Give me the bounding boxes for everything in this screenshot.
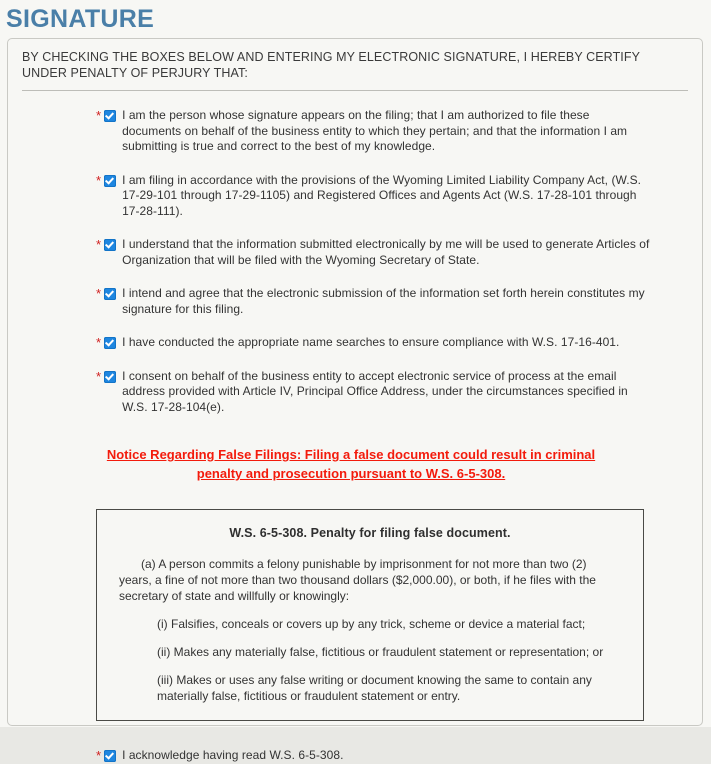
- required-asterisk: *: [96, 286, 102, 301]
- required-asterisk: *: [96, 172, 102, 188]
- certification-checkbox[interactable]: [104, 288, 116, 300]
- acknowledgement-row: [8, 748, 702, 764]
- certification-label: I have conducted the appropriate name searches to ensure compliance with W.S. 17-16-401.: [122, 335, 620, 349]
- statute-box: [96, 509, 644, 721]
- certification-label: I consent on behalf of the business entity to accept electronic service of process at the email address provided with Article IV, Principal Office Address, under the circumstances specified in W.S. 17-28-104(e).: [122, 368, 628, 414]
- acknowledgement-checkbox[interactable]: [104, 750, 116, 762]
- certification-row: [8, 286, 702, 317]
- certification-checkbox[interactable]: [104, 337, 116, 349]
- statute-clause-iii: (iii) Makes or uses any false writing or document knowing the same to contain any materially false, fictitious or fraudulent statement or entry.: [157, 673, 592, 703]
- statute-paragraph-a: (a) A person commits a felony punishable by imprisonment for not more than two (2) years, a fine of not more than two thousand dollars ($2,000.00), or both, if he files with the secretary of state and willfully or knowingly:: [119, 557, 596, 603]
- certification-row: [8, 369, 702, 416]
- certification-row: [8, 173, 702, 220]
- page-title: SIGNATURE: [6, 5, 155, 33]
- acknowledgement-label: I acknowledge having read W.S. 6-5-308.: [122, 748, 344, 762]
- certification-row: [8, 335, 702, 351]
- required-asterisk: *: [96, 335, 102, 350]
- required-asterisk: *: [96, 108, 102, 123]
- certification-label: I intend and agree that the electronic submission of the information set forth herein constitutes my signature for this filing.: [122, 286, 645, 316]
- statute-clause-ii: (ii) Makes any materially false, fictitious or fraudulent statement or representation; or: [157, 645, 604, 659]
- certification-label: I am filing in accordance with the provisions of the Wyoming Limited Liability Company Act, (W.S. 17-29-101 through 17-29-1105) and Registered Offices and Agents Act (W.S. 17-28-101 through 17-28-111).: [122, 172, 642, 218]
- required-asterisk: *: [96, 368, 102, 384]
- certification-checkbox[interactable]: [104, 371, 116, 383]
- false-filing-notice: Notice Regarding False Filings: Filing a false document could result in criminal penalty and prosecution pursuant to W.S. 6-5-308.: [106, 447, 596, 481]
- statute-clause-i: (i) Falsifies, conceals or covers up by any trick, scheme or device a material fact;: [157, 617, 586, 631]
- panel-header-text: BY CHECKING THE BOXES BELOW AND ENTERING MY ELECTRONIC SIGNATURE, I HEREBY CERTIFY UNDER PENALTY OF PERJURY THAT:: [22, 50, 640, 80]
- certification-checkbox[interactable]: [104, 239, 116, 251]
- statute-title: W.S. 6-5-308. Penalty for filing false document.: [229, 526, 511, 540]
- certification-row: [8, 237, 702, 268]
- header-divider: [22, 90, 688, 91]
- certifications-list: [8, 108, 702, 764]
- certification-label: I understand that the information submitted electronically by me will be used to generate Articles of Organization that will be filed with the Wyoming Secretary of State.: [122, 237, 650, 267]
- certification-label: I am the person whose signature appears on the filing; that I am authorized to file these documents on behalf of the business entity to which they pertain; and that the information I am submitting is true and correct to the best of my knowledge.: [122, 108, 628, 153]
- required-asterisk: *: [96, 748, 102, 763]
- certification-row: [8, 108, 702, 155]
- signature-panel: [7, 38, 703, 763]
- certification-checkbox[interactable]: [104, 110, 116, 122]
- certification-checkbox[interactable]: [104, 175, 116, 187]
- required-asterisk: *: [96, 237, 102, 252]
